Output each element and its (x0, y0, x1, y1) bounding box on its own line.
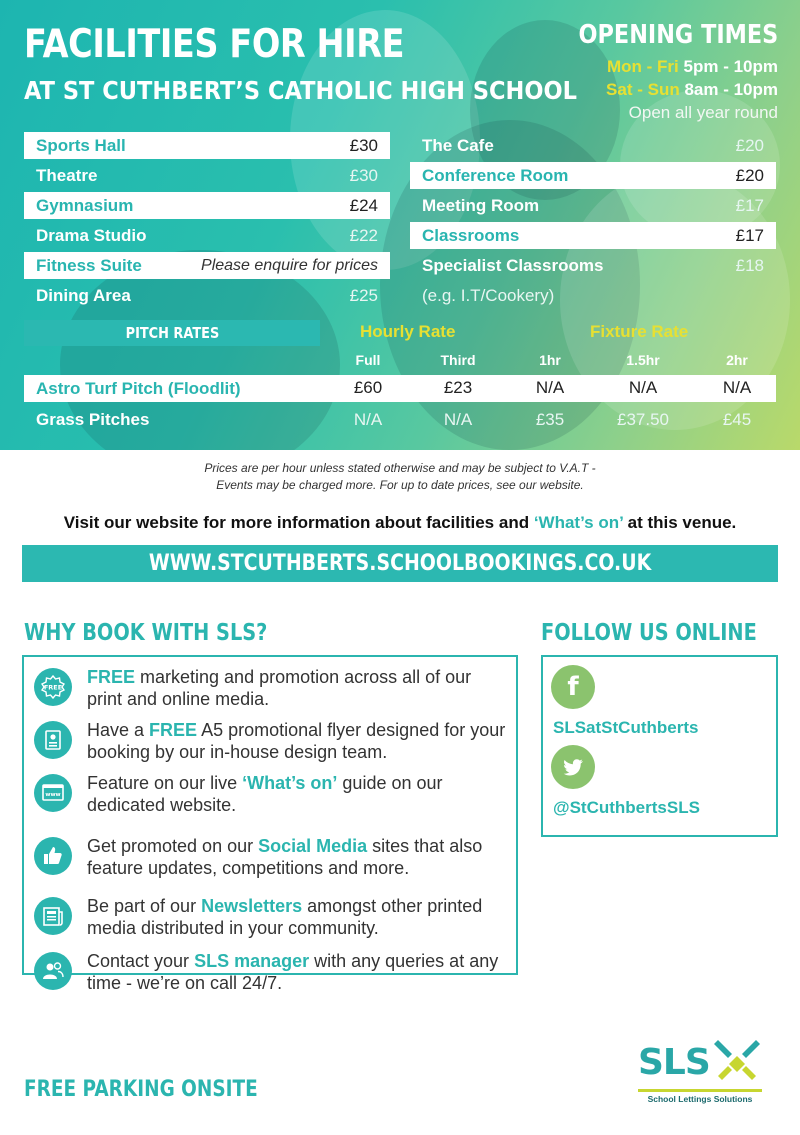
benefit-text: Be part of our Newsletters amongst other printed media distributed in your community. (87, 896, 483, 938)
facility-row (410, 222, 776, 249)
pitch-price: N/A (535, 378, 565, 397)
facility-row (410, 132, 776, 159)
pitch-price: N/A (353, 410, 383, 429)
price-note-line2: Events may be charged more. For up to date prices, see our website. (216, 478, 584, 492)
website-icon (34, 774, 72, 812)
facility-price: £17 (735, 225, 764, 245)
benefit-text: Get promoted on our Social Media sites that also feature updates, competitions and more. (87, 836, 483, 878)
facility-price: £30 (349, 135, 378, 155)
newsletter-icon (34, 897, 72, 935)
pitch-price: N/A (722, 378, 752, 397)
facility-row (24, 222, 390, 249)
benefits-box (22, 655, 518, 993)
benefit-text: Contact your SLS manager with any queries at any time - we’re on call 24/7. (87, 951, 499, 993)
facility-name: Gymnasium (36, 195, 134, 215)
weekend-hours: 8am - 10pm (684, 80, 778, 99)
visit-message: Visit our website for more information about facilities and ‘What’s on’ at this venue. (63, 513, 737, 532)
facility-row (24, 252, 390, 279)
column-header: 2hr (726, 352, 748, 368)
hero-banner (0, 0, 800, 450)
hourly-rate-heading: Hourly Rate (360, 322, 456, 341)
page-title: FACILITIES FOR HIRE (24, 22, 405, 67)
twitter-icon[interactable] (551, 745, 595, 789)
logo-text: SLS (638, 1042, 710, 1083)
facility-row (410, 282, 776, 309)
website-link[interactable]: WWW.STCUTHBERTS.SCHOOLBOOKINGS.CO.UK (22, 545, 778, 582)
pitch-name: Grass Pitches (36, 409, 150, 429)
pitch-rates-label: PITCH RATES (24, 320, 320, 346)
weekday-days: Mon - Fri (607, 57, 679, 76)
facility-name: Sports Hall (36, 135, 126, 155)
column-header: Third (440, 352, 476, 368)
page-subtitle: AT ST CUTHBERT’S CATHOLIC HIGH SCHOOL (24, 76, 577, 105)
logo-subtitle: School Lettings Solutions (647, 1094, 753, 1104)
facility-price: £22 (349, 225, 378, 245)
facility-name: Conference Room (422, 165, 569, 185)
price-note-line1: Prices are per hour unless stated otherwise and may be subject to V.A.T - (204, 461, 596, 475)
facility-price: £30 (349, 165, 378, 185)
whats-on-highlight: ‘What’s on’ (533, 513, 623, 532)
benefit-text: Feature on our live ‘What’s on’ guide on our dedicated website. (87, 773, 443, 815)
column-header: 1.5hr (626, 352, 660, 368)
facility-name: Theatre (36, 165, 98, 185)
facility-name: Dining Area (36, 285, 131, 305)
facility-row (24, 192, 390, 219)
opening-note: Open all year round (628, 103, 778, 122)
facility-row (410, 252, 776, 279)
facility-price: Please enquire for prices (201, 256, 378, 274)
facility-price: £20 (735, 165, 764, 185)
why-book-heading: WHY BOOK WITH SLS? (24, 620, 268, 646)
facility-price: £24 (349, 195, 378, 215)
facility-row (410, 162, 776, 189)
pitch-name: Astro Turf Pitch (Floodlit) (36, 378, 241, 398)
facility-note: (e.g. I.T/Cookery) (422, 285, 555, 305)
weekday-hours: 5pm - 10pm (683, 57, 778, 76)
pitch-price: £45 (722, 410, 752, 429)
svg-text:FREE: FREE (43, 683, 63, 692)
facility-name: Meeting Room (422, 195, 540, 215)
facility-name: The Cafe (422, 135, 494, 155)
pitch-row-grass (24, 406, 324, 433)
facility-name: Drama Studio (36, 225, 147, 245)
facility-name: Fitness Suite (36, 255, 142, 275)
weekend-days: Sat - Sun (606, 80, 680, 99)
pitch-price: £23 (443, 378, 473, 397)
opening-weekend (606, 80, 778, 100)
facebook-icon[interactable]: f (551, 665, 595, 709)
thumbs-up-icon (34, 837, 72, 875)
facility-price: £17 (735, 195, 764, 215)
twitter-link[interactable]: @StCuthbertsSLS (553, 798, 700, 817)
facility-name: Specialist Classrooms (422, 255, 604, 275)
svg-text:www: www (45, 792, 61, 798)
pitch-price: £37.50 (617, 410, 669, 429)
free-badge-icon (34, 668, 72, 706)
column-header: 1hr (539, 352, 561, 368)
benefit-text: Have a FREE A5 promotional flyer designed for your booking by our in-house design team. (87, 720, 506, 762)
benefit-text: FREE marketing and promotion across all of our print and online media. (87, 667, 472, 709)
free-parking-label: FREE PARKING ONSITE (24, 1077, 258, 1102)
logo-x-icon (714, 1036, 760, 1082)
pitch-price: N/A (628, 378, 658, 397)
facility-row (24, 282, 390, 309)
fixture-rate-heading: Fixture Rate (590, 322, 689, 341)
sls-logo (638, 1036, 762, 1110)
facebook-link[interactable]: SLSatStCuthberts (553, 718, 699, 737)
pitch-price: £60 (353, 378, 383, 397)
facility-price: £25 (349, 285, 378, 305)
facility-row (410, 192, 776, 219)
facility-price: £18 (735, 255, 764, 275)
logo-underline (638, 1089, 762, 1092)
column-header: Full (355, 352, 381, 368)
flyer-icon (34, 721, 72, 759)
people-icon (34, 952, 72, 990)
pitch-price: N/A (443, 410, 473, 429)
facility-price: £20 (735, 135, 764, 155)
opening-times-title: OPENING TIMES (578, 20, 778, 50)
opening-weekday (607, 57, 778, 77)
pitch-price: £35 (535, 410, 565, 429)
follow-box (541, 655, 778, 837)
facility-name: Classrooms (422, 225, 520, 245)
facility-row (24, 132, 390, 159)
follow-heading: FOLLOW US ONLINE (541, 620, 757, 646)
facility-row (24, 162, 390, 189)
